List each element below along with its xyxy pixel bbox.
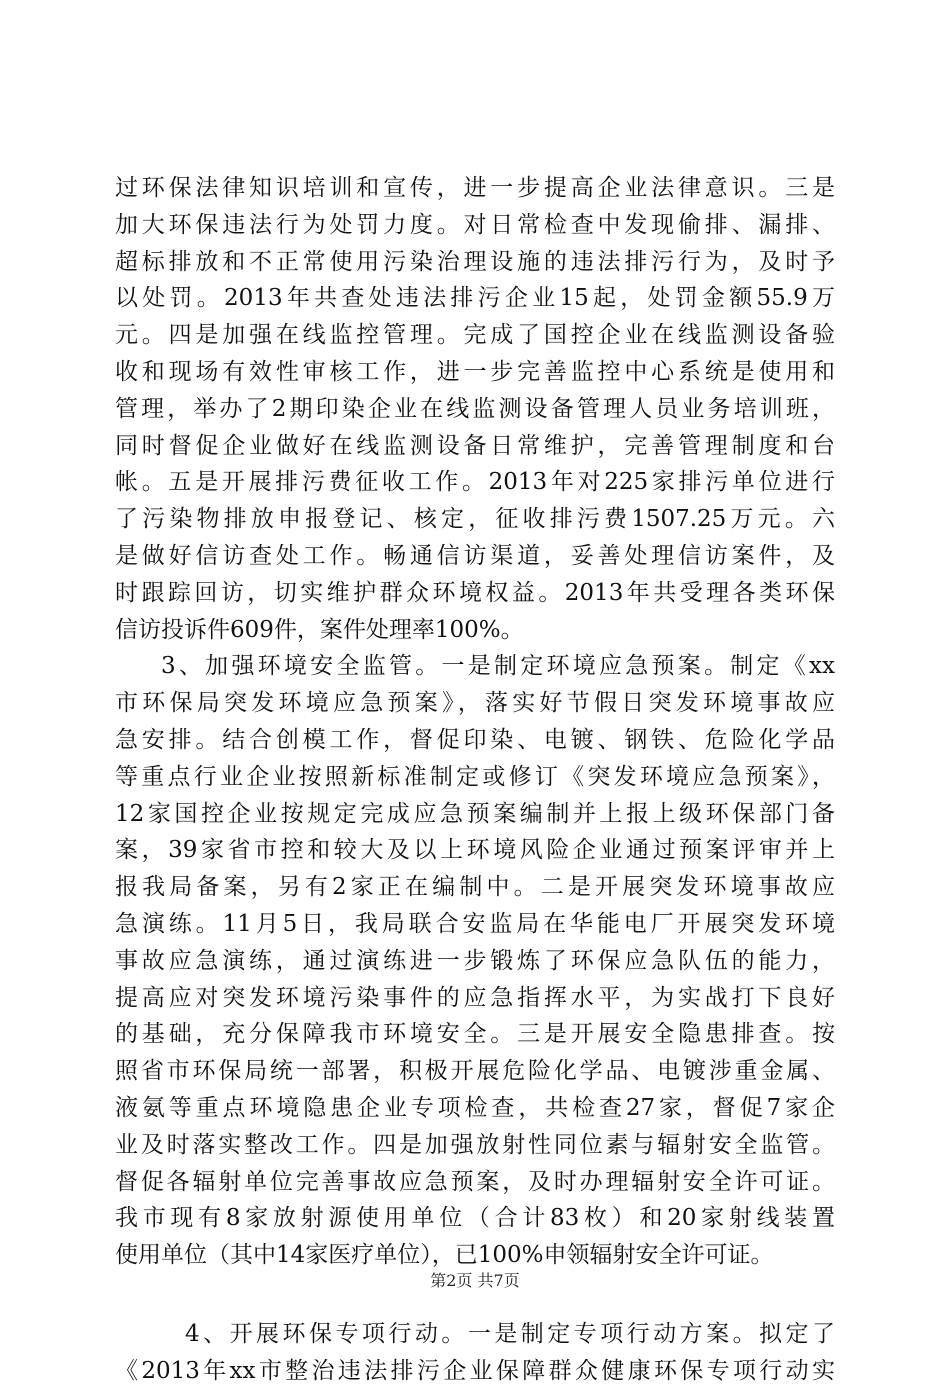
text-line: 等重点行业企业按照新标准制定或修订《突发环境应急预案》， bbox=[115, 763, 835, 790]
text-line: 是做好信访查处工作。畅通信访渠道，妥善处理信访案件，及 bbox=[115, 542, 835, 569]
text-line: 以处罚。2013年共查处违法排污企业15起，处罚金额55.9万 bbox=[115, 285, 835, 312]
paragraph-enforcement bbox=[115, 170, 835, 648]
text-line: 3、加强环境安全监管。一是制定环境应急预案。制定《xx bbox=[161, 653, 835, 680]
text-line: 业及时落实整改工作。四是加强放射性同位素与辐射安全监管。 bbox=[115, 1131, 835, 1158]
text-line: 督促各辐射单位完善事故应急预案，及时办理辐射安全许可证。 bbox=[115, 1168, 835, 1195]
text-line: 液氨等重点环境隐患企业专项检查，共检查27家，督促7家企 bbox=[115, 1094, 835, 1121]
text-line: 过环保法律知识培训和宣传，进一步提高企业法律意识。三是 bbox=[115, 175, 835, 201]
text-line: 我市现有8家放射源使用单位（合计83枚）和20家射线装置 bbox=[115, 1205, 835, 1232]
text-line: 元。四是加强在线监控管理。完成了国控企业在线监测设备验 bbox=[115, 322, 835, 349]
text-line: 《2013年xx市整治违法排污企业保障群众健康环保专项行动实 bbox=[115, 1357, 835, 1384]
text-line: 案，39家省市控和较大及以上环境风险企业通过预案评审并上 bbox=[115, 837, 835, 864]
text-line: 管理，举办了2期印染企业在线监测设备管理人员业务培训班， bbox=[115, 395, 835, 422]
text-line: 市环保局突发环境应急预案》，落实好节假日突发环境事故应 bbox=[115, 690, 835, 717]
text-line: 帐。五是开展排污费征收工作。2013年对225家排污单位进行 bbox=[115, 469, 835, 496]
text-line: 提高应对突发环境污染事件的应急指挥水平，为实战打下良好 bbox=[115, 984, 835, 1011]
paragraph-environmental-safety bbox=[115, 648, 835, 1274]
text-line: 4、开展环保专项行动。一是制定专项行动方案。拟定了 bbox=[185, 1320, 835, 1347]
text-line: 照省市环保局统一部署，积极开展危险化学品、电镀涉重金属、 bbox=[115, 1058, 835, 1085]
text-line: 事故应急演练，通过演练进一步锻炼了环保应急队伍的能力， bbox=[115, 947, 835, 974]
text-line: 使用单位（其中14家医疗单位），已100%申领辐射安全许可证。 bbox=[115, 1242, 774, 1269]
paragraph-special-action bbox=[115, 1316, 835, 1390]
text-line: 12家国控企业按规定完成应急预案编制并上报上级环保部门备 bbox=[115, 800, 835, 827]
text-line: 报我局备案，另有2家正在编制中。二是开展突发环境事故应 bbox=[115, 874, 835, 901]
text-line: 信访投诉件609件，案件处理率100%。 bbox=[115, 616, 524, 643]
text-line: 收和现场有效性审核工作，进一步完善监控中心系统是使用和 bbox=[115, 358, 835, 385]
text-line: 超标排放和不正常使用污染治理设施的违法排污行为，及时予 bbox=[115, 248, 835, 275]
text-line: 同时督促企业做好在线监测设备日常维护，完善管理制度和台 bbox=[115, 432, 835, 459]
page-number-footer: 第2页 共7页 bbox=[430, 1271, 520, 1290]
text-line: 急安排。结合创模工作，督促印染、电镀、钢铁、危险化学品 bbox=[115, 726, 835, 753]
text-line: 的基础，充分保障我市环境安全。三是开展安全隐患排查。按 bbox=[115, 1021, 835, 1048]
text-line: 加大环保违法行为处罚力度。对日常检查中发现偷排、漏排、 bbox=[115, 211, 835, 238]
document-body bbox=[115, 170, 835, 1390]
text-line: 了污染物排放申报登记、核定，征收排污费1507.25万元。六 bbox=[115, 506, 835, 533]
text-line: 时跟踪回访，切实维护群众环境权益。2013年共受理各类环保 bbox=[115, 579, 835, 606]
text-line: 急演练。11月5日，我局联合安监局在华能电厂开展突发环境 bbox=[115, 910, 835, 937]
